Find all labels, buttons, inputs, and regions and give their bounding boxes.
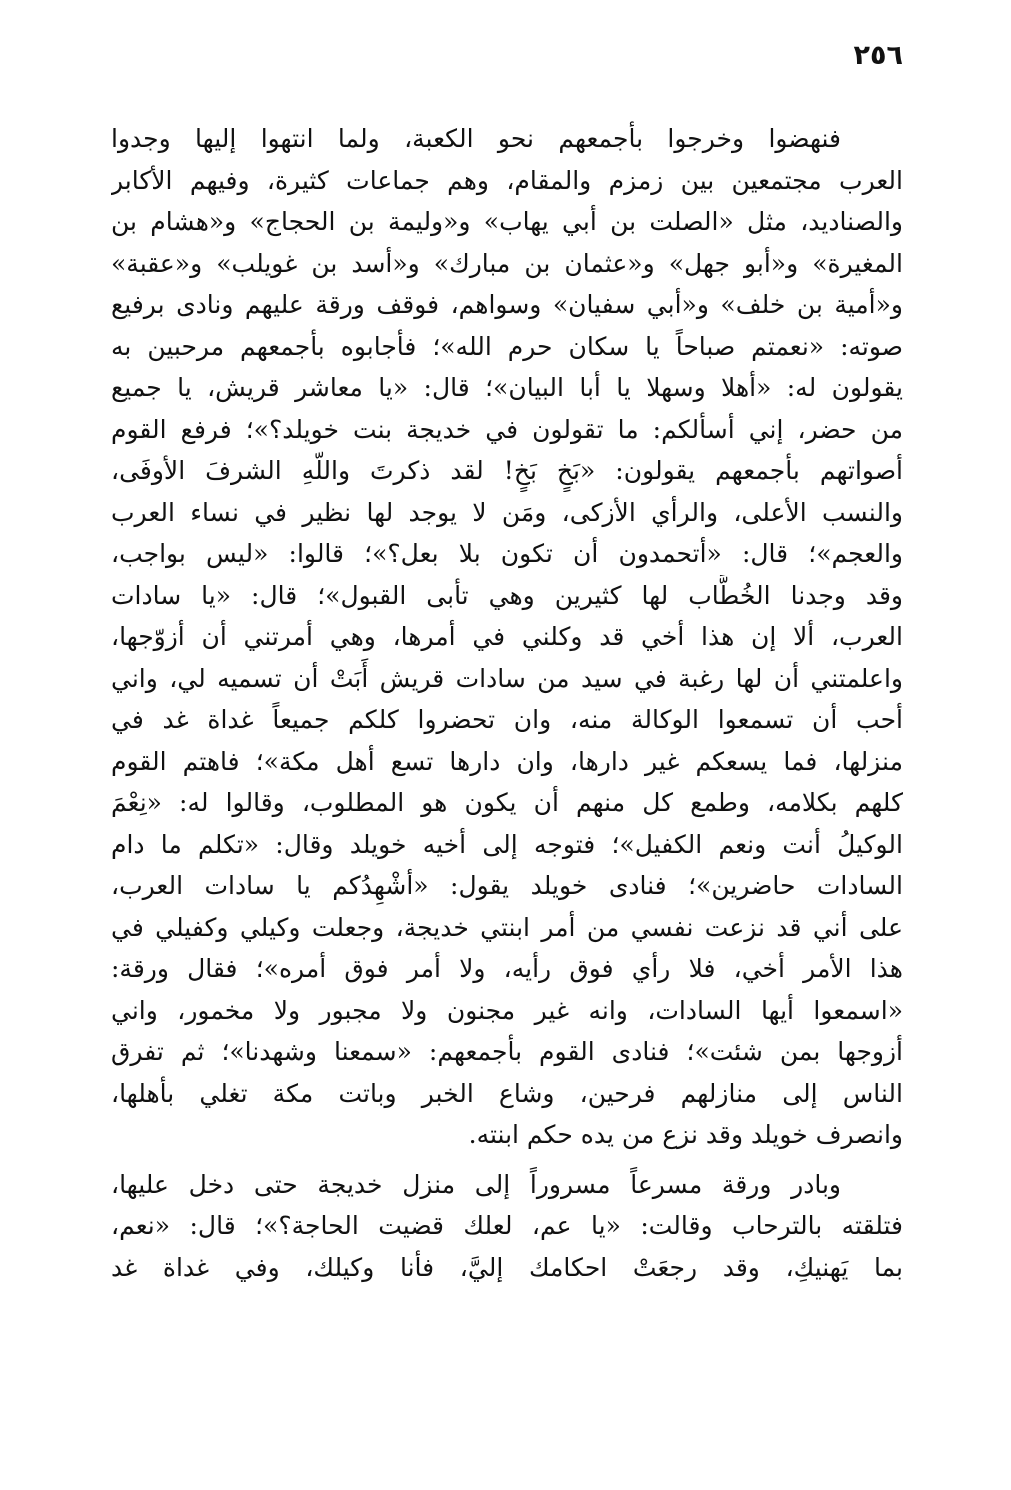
- text-line: فنهضوا وخرجوا بأجمعهم نحو الكعبة، ولما انتهوا إليها وجدوا: [111, 124, 841, 153]
- text-line: السادات حاضرين»؛ فنادى خويلد يقول: «أشْهِدُكم يا سادات العرب،: [111, 871, 903, 900]
- text-line: و«أمية بن خلف» و«أبي سفيان» وسواهم، فوقف ورقة عليهم ونادى برفيع: [111, 290, 903, 319]
- text-line: والنسب الأعلى، والرأي الأزكى، ومَن لا يوجد لها نظير في نساء العرب: [111, 497, 903, 527]
- text-line: صوته: «نعمتم صباحاً يا سكان حرم الله»؛ فأجابوه بأجمعهم مرحبين به: [111, 331, 903, 361]
- text-line: وقد وجدنا الخُطَّاب لها كثيرين وهي تأبى القبول»؛ قال: «يا سادات: [111, 580, 903, 610]
- body-text: [111, 118, 903, 1288]
- page-number: ٢٥٦: [853, 40, 903, 71]
- text-line: كلهم بكلامه، وطمع كل منهم أن يكون هو المطلوب، وقالوا له: «نِعْمَ: [111, 788, 903, 817]
- text-line: الناس إلى منازلهم فرحين، وشاع الخبر وباتت مكة تغلي بأهلها،: [111, 1078, 903, 1108]
- paragraph-1: [111, 118, 903, 1156]
- text-line: أحب أن تسمعوا الوكالة منه، وان تحضروا كلكم جميعاً غداة غد في: [111, 705, 903, 734]
- text-line: المغيرة» و«أبو جهل» و«عثمان بن مبارك» و«أسد بن غويلب» و«عقبة»: [111, 248, 903, 278]
- text-line: فتلقته بالترحاب وقالت: «يا عم، لعلك قضيت الحاجة؟»؛ قال: «نعم،: [111, 1211, 903, 1240]
- paragraph-2: [111, 1164, 903, 1289]
- text-line: على أني قد نزعت نفسي من أمر ابنتي خديجة، وجعلت وكيلي وكفيلي في: [111, 912, 903, 942]
- text-line: العرب مجتمعين بين زمزم والمقام، وهم جماعات كثيرة، وفيهم الأكابر: [111, 165, 903, 195]
- text-line: وبادر ورقة مسرعاً مسروراً إلى منزل خديجة حتى دخل عليها،: [111, 1169, 841, 1199]
- text-line: أزوجها بمن شئت»؛ فنادى القوم بأجمعهم: «سمعنا وشهدنا»؛ ثم تفرق: [111, 1037, 903, 1066]
- text-line: من حضر، إني أسألكم: ما تقولون في خديجة بنت خويلد؟»؛ فرفع القوم: [111, 414, 903, 444]
- text-line: «اسمعوا أيها السادات، وانه غير مجنون ولا مجبور ولا مخمور، واني: [111, 995, 903, 1025]
- text-line: هذا الأمر أخي، فلا رأي فوق رأيه، ولا أمر فوق أمره»؛ فقال ورقة:: [111, 954, 903, 983]
- text-line: والعجم»؛ قال: «أتحمدون أن تكون بلا بعل؟»؛ قالوا: «ليس بواجب،: [111, 539, 903, 568]
- text-line: واعلمتني أن لها رغبة في سيد من سادات قريش أَبَتْ أن تسميه لي، واني: [111, 663, 903, 693]
- text-line: وانصرف خويلد وقد نزع من يده حكم ابنته.: [468, 1120, 903, 1149]
- text-line: أصواتهم بأجمعهم يقولون: «بَخٍ بَخٍ! لقد ذكرتَ واللّهِ الشرفَ الأوفَى،: [111, 456, 903, 485]
- text-line: منزلها، فما يسعكم غير دارها، وان دارها تسع أهل مكة»؛ فاهتم القوم: [111, 746, 903, 776]
- text-line: بما يَهنيكِ، وقد رجعَتْ احكامك إليَّ، فأنا وكيلك، وفي غداة غد: [111, 1252, 903, 1282]
- paragraph-gap: [111, 1156, 903, 1164]
- text-line: والصناديد، مثل «الصلت بن أبي يهاب» و«وليمة بن الحجاج» و«هشام بن: [111, 207, 903, 236]
- text-line: الوكيلُ أنت ونعم الكفيل»؛ فتوجه إلى أخيه خويلد وقال: «تكلم ما دام: [111, 829, 903, 859]
- text-line: العرب، ألا إن هذا أخي قد وكلني في أمرها، وهي أمرتني أن أزوّجها،: [111, 622, 903, 651]
- text-line: يقولون له: «أهلا وسهلا يا أبا البيان»؛ قال: «يا معاشر قريش، يا جميع: [111, 373, 903, 402]
